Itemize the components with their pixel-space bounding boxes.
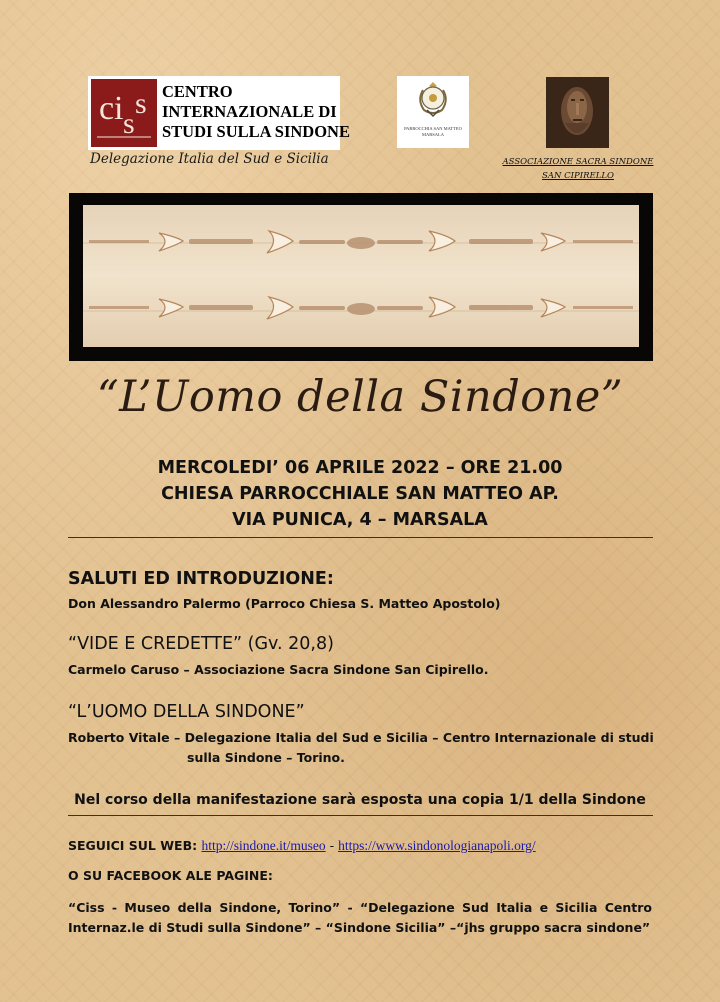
exhibition-notice: Nel corso della manifestazione sarà esposta una copia 1/1 della Sindone: [74, 792, 646, 808]
association-line-2: SAN CIPIRELLO: [542, 171, 614, 181]
shroud-banner-image: [69, 193, 653, 361]
ciss-emblem-graphic: [91, 79, 157, 147]
program-speaker-2: Carmelo Caruso – Associazione Sacra Sindone San Cipirello.: [68, 662, 489, 677]
facebook-pages: “Ciss - Museo della Sindone, Torino” - “Delegazione Sud Italia e Sicilia Centro Internaz.le di Studi sulla Sindone” – “Sindone Sicilia” –“jhs gruppo sacra sindone”: [68, 900, 652, 935]
ciss-line-3: STUDI SULLA SINDONE: [162, 122, 350, 141]
event-address: VIA PUNICA, 4 – MARSALA: [232, 510, 488, 530]
svg-text:i: i: [114, 90, 124, 127]
program-heading-1: SALUTI ED INTRODUZIONE:: [68, 569, 334, 589]
svg-text:s: s: [123, 107, 135, 140]
parish-caption-line-1: PARROCCHIA SAN MATTEO: [404, 126, 462, 131]
association-caption: [498, 155, 658, 183]
link-separator: -: [325, 838, 339, 853]
svg-text:s: s: [135, 87, 147, 120]
ciss-line-1: CENTRO: [162, 82, 233, 101]
shroud-graphic: [69, 193, 653, 361]
ciss-emblem: [91, 79, 157, 147]
parish-logo: [397, 76, 469, 148]
shroud-face-graphic: [546, 77, 609, 148]
parish-crest-icon: [397, 76, 469, 124]
association-line-1: ASSOCIAZIONE SACRA SINDONE: [502, 157, 654, 167]
event-venue: CHIESA PARROCCHIALE SAN MATTEO AP.: [161, 484, 559, 504]
program-speaker-3-line-2: sulla Sindone – Torino.: [187, 750, 345, 765]
svg-text:c: c: [99, 90, 115, 127]
event-date-time: MERCOLEDI’ 06 APRILE 2022 – ORE 21.00: [157, 458, 563, 478]
divider: [68, 537, 653, 538]
web-links: [68, 838, 536, 854]
ciss-logo: [88, 76, 350, 150]
ciss-name: [162, 82, 350, 142]
parish-caption-line-2: MARSALA: [421, 132, 444, 137]
event-title: “L’Uomo della Sindone”: [96, 372, 624, 422]
web-label: SEGUICI SUL WEB:: [68, 838, 202, 853]
program-speaker-1: Don Alessandro Palermo (Parroco Chiesa S. Matteo Apostolo): [68, 596, 501, 611]
sindonologia-link[interactable]: https://www.sindonologianapoli.org/: [338, 838, 536, 853]
program-speaker-3-line-1: Roberto Vitale – Delegazione Italia del Sud e Sicilia – Centro Internazionale di studi: [68, 730, 654, 745]
facebook-label: O SU FACEBOOK ALE PAGINE:: [68, 868, 273, 883]
museum-link[interactable]: http://sindone.it/museo: [201, 838, 326, 853]
divider: [68, 815, 653, 816]
program-heading-2: “VIDE E CREDETTE” (Gv. 20,8): [68, 634, 334, 654]
delegation-subtitle: Delegazione Italia del Sud e Sicilia: [90, 151, 329, 167]
shroud-face-image: [546, 77, 609, 148]
program-heading-3: “L’UOMO DELLA SINDONE”: [68, 702, 305, 722]
parish-caption: [397, 126, 469, 138]
ciss-line-2: INTERNAZIONALE DI: [162, 102, 337, 121]
